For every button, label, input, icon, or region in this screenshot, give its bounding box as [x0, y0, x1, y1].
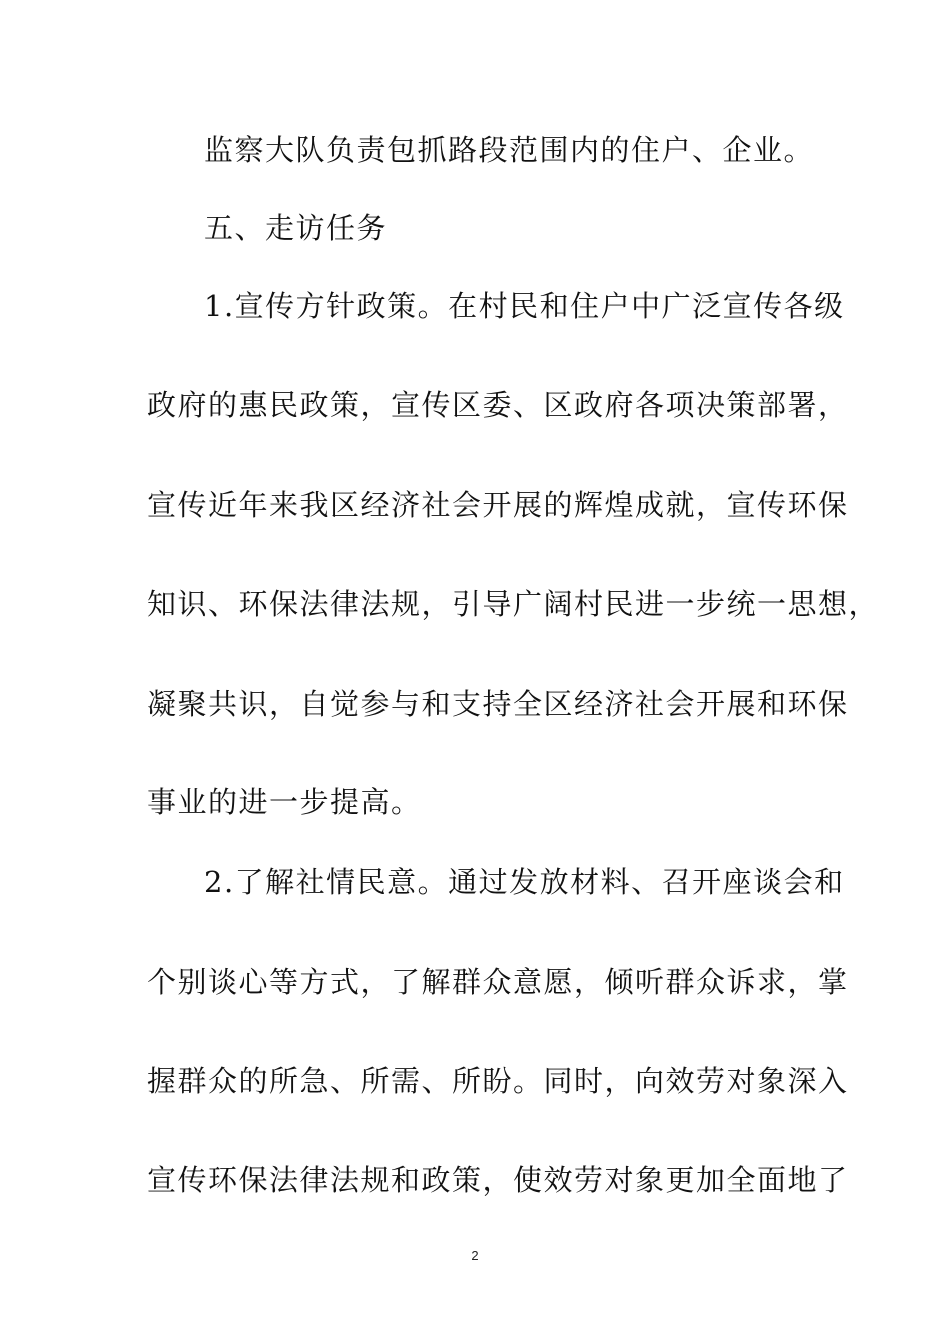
paragraph-line: 凝聚共识，自觉参与和支持全区经济社会开展和环保 [147, 687, 849, 721]
paragraph-line: 1.宣传方针政策。在村民和住户中广泛宣传各级 [204, 289, 845, 323]
paragraph-line: 事业的进一步提高。 [147, 785, 422, 819]
paragraph-line: 宣传近年来我区经济社会开展的辉煌成就，宣传环保 [147, 488, 849, 522]
paragraph-line: 2.了解社情民意。通过发放材料、召开座谈会和 [204, 865, 845, 899]
page-number: 2 [471, 1248, 479, 1263]
paragraph-line: 政府的惠民政策，宣传区委、区政府各项决策部署， [147, 388, 849, 422]
paragraph-line: 握群众的所急、所需、所盼。同时，向效劳对象深入 [147, 1064, 849, 1098]
paragraph-line: 个别谈心等方式，了解群众意愿，倾听群众诉求，掌 [147, 965, 849, 999]
paragraph-line: 监察大队负责包抓路段范围内的住户、企业。 [204, 133, 815, 167]
section-heading: 五、走访任务 [204, 211, 388, 245]
paragraph-line: 知识、环保法律法规，引导广阔村民进一步统一思想， [147, 587, 880, 621]
paragraph-line: 宣传环保法律法规和政策，使效劳对象更加全面地了 [147, 1163, 849, 1197]
